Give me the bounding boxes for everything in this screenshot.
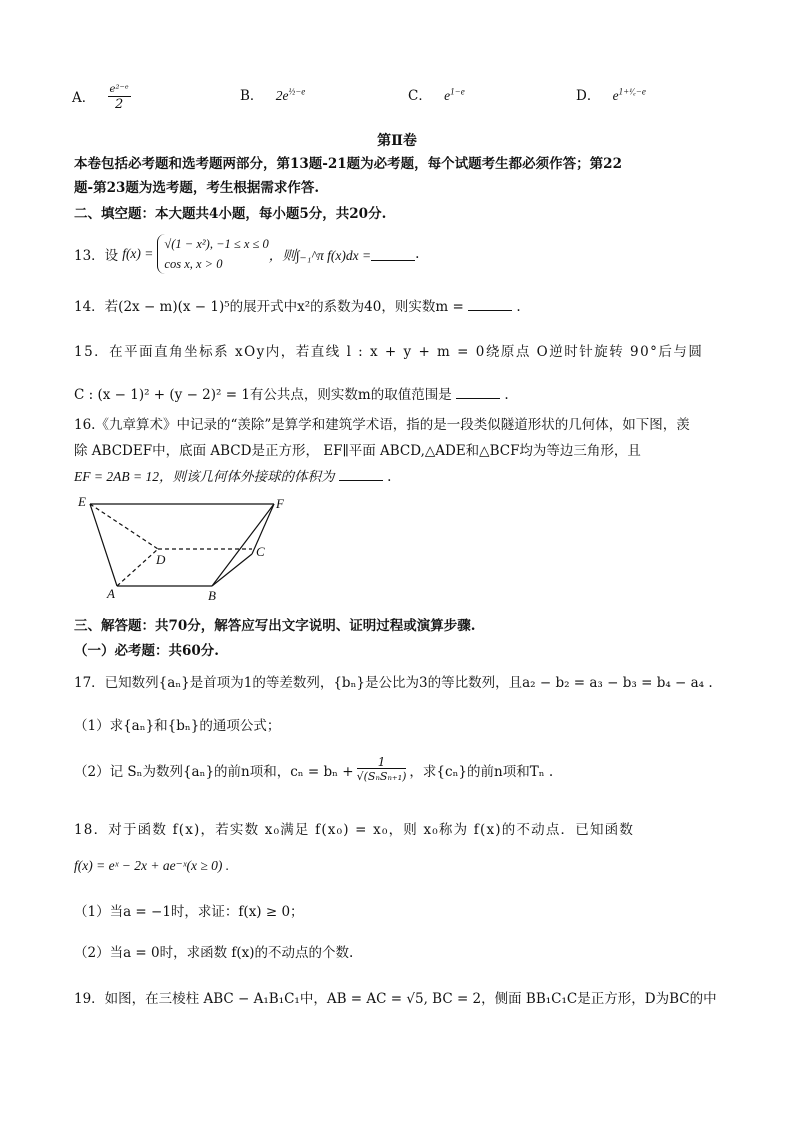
- question-14: [74, 295, 521, 315]
- edge-ed: [90, 504, 158, 549]
- option-d-label: D．: [576, 88, 601, 104]
- label-d: D: [156, 552, 166, 567]
- q17-part2: [74, 753, 553, 787]
- q19-line1: 19．如图，在三棱柱 ABC − A₁B₁C₁中，AB = AC = √5, BC = 2，侧面 BB₁C₁C是正方形，D为BC的中: [74, 991, 717, 1007]
- q13-case2: cos x, x > 0: [164, 257, 223, 271]
- q13-function: f(x) =: [122, 246, 154, 261]
- q17-part1: （1）求{aₙ}和{bₙ}的通项公式；: [74, 718, 281, 734]
- section-title: 第Ⅱ卷: [377, 133, 417, 149]
- q14-answer-blank: [468, 298, 512, 311]
- q15-line2-wrap: [74, 383, 509, 403]
- q17-fraction-num: 1: [357, 756, 407, 769]
- q18-part2: （2）当a = 0时，求函数 f(x)的不动点的个数.: [74, 945, 354, 961]
- section-intro-line2: 题-第23题为选考题，考生根据需求作答.: [74, 180, 320, 196]
- option-b-expr: 2e: [275, 88, 289, 103]
- q18-part1: （1）当a = −1时，求证：f(x) ≥ 0；: [74, 904, 304, 920]
- question-13: [74, 232, 419, 276]
- option-b: [240, 84, 305, 104]
- solve-section-title: 三、解答题：共70分，解答应写出文字说明、证明过程或演算步骤.: [74, 618, 476, 634]
- q18-line2: f(x) = eˣ − 2x + ae⁻ˣ(x ≥ 0) .: [74, 858, 230, 873]
- label-a: A: [107, 586, 115, 601]
- q15-answer-blank: [456, 386, 500, 399]
- q13-answer-blank: [371, 248, 415, 261]
- option-c-label: C．: [408, 88, 432, 104]
- q13-end: .: [415, 246, 420, 262]
- label-c: C: [256, 544, 265, 559]
- option-a-fraction: [108, 84, 131, 113]
- q16-line3-wrap: [74, 465, 391, 485]
- q16-line3: EF = 2AB = 12，则该几何体外接球的体积为: [74, 469, 335, 484]
- option-d: [576, 84, 646, 104]
- q16-end: .: [387, 469, 392, 485]
- option-d-sup: 1+¹⁄ₑ−e: [618, 86, 646, 97]
- option-c-sup: 1−e: [450, 86, 465, 97]
- q18-line1: 18．对于函数 f(x)，若实数 x₀满足 f(x₀) = x₀，则 x₀称为 f(x)的不动点．已知函数: [74, 822, 635, 838]
- option-d-expr: e: [612, 88, 619, 103]
- q17-fraction-den: √(SₙSₙ₊₁): [356, 769, 407, 783]
- q14-text: 14．若(2x − m)(x − 1)⁵的展开式中x²的系数为40，则实数m =: [74, 299, 464, 315]
- q15-line1: 15．在平面直角坐标系 xOy内，若直线 l : x + y + m = 0绕原点 O逆时针旋转 90°后与圆: [74, 344, 704, 360]
- option-a-numerator: e²⁻ᵉ: [109, 84, 129, 95]
- section-intro-line1: 本卷包括必考题和选考题两部分，第13题-21题为必考题，每个试题考生都必须作答；第22: [74, 156, 622, 172]
- q13-piecewise: [157, 234, 268, 274]
- option-a-denominator: 2: [114, 97, 124, 112]
- option-a-label: A．: [72, 90, 96, 106]
- edge-ea: [90, 504, 117, 586]
- q16-answer-blank: [339, 468, 383, 481]
- q13-suffix: ，则∫₋₁^π f(x)dx =: [268, 248, 372, 263]
- q16-line1: 16.《九章算术》中记录的“羡除”是算学和建筑学术语，指的是一段类似隧道形状的几何体，如下图，羡: [74, 417, 690, 433]
- q16-line2: 除 ABCDEF中，底面 ABCD是正方形， EF∥平面 ABCD,△ADE和△BCF均为等边三角形，且: [74, 443, 641, 459]
- q17-main: 17．已知数列{aₙ}是首项为1的等差数列，{bₙ}是公比为3的等比数列，且a₂ − b₂ = a₃ − b₃ = b₄ − a₄ .: [74, 675, 713, 691]
- q17-fraction: [357, 756, 407, 785]
- q15-end: .: [504, 387, 509, 403]
- option-b-label: B．: [240, 88, 264, 104]
- q15-line2: C : (x − 1)² + (y − 2)² = 1有公共点，则实数m的取值范围是: [74, 387, 452, 403]
- q17-part2-pre: （2）记 Sₙ为数列{aₙ}的前n项和，cₙ = bₙ +: [74, 764, 354, 780]
- q14-end: .: [516, 299, 521, 315]
- label-e: E: [78, 494, 86, 509]
- q17-part2-post: ，求{cₙ}的前n项和Tₙ .: [409, 764, 554, 780]
- q13-prefix: 13．设: [74, 248, 119, 264]
- option-b-sup: ½−e: [288, 86, 306, 97]
- option-a: [72, 84, 131, 113]
- option-c: [408, 84, 465, 104]
- fill-section-title: 二、填空题：本大题共4小题，每小题5分，共20分.: [74, 206, 387, 222]
- option-c-expr: e: [444, 88, 451, 103]
- geometry-figure: [74, 494, 294, 604]
- label-b: B: [208, 588, 216, 603]
- solve-section-sub: （一）必考题：共60分.: [74, 643, 219, 659]
- label-f: F: [276, 496, 284, 511]
- edge-bf: [212, 504, 274, 586]
- q13-case1: √(1 − x²), −1 ≤ x ≤ 0: [164, 237, 269, 251]
- edge-ad: [117, 549, 158, 586]
